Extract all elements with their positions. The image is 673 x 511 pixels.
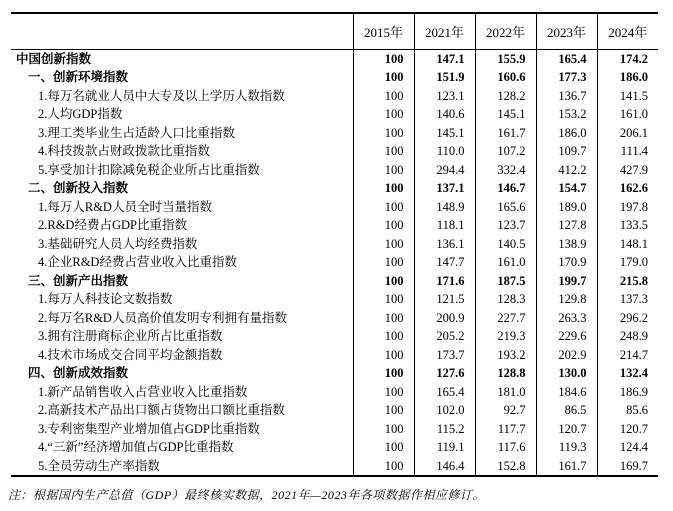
row-value: 193.2 bbox=[475, 346, 536, 365]
row-value: 100 bbox=[353, 235, 414, 254]
row-value: 174.2 bbox=[597, 49, 658, 68]
row-value: 117.6 bbox=[475, 438, 536, 457]
row-label: 5.全员劳动生产率指数 bbox=[38, 458, 160, 473]
row-value: 130.0 bbox=[536, 364, 597, 383]
table-row bbox=[11, 105, 658, 124]
table-row bbox=[11, 401, 658, 420]
row-value: 427.9 bbox=[597, 161, 658, 180]
row-value: 100 bbox=[353, 68, 414, 87]
row-value: 153.2 bbox=[536, 105, 597, 124]
row-value: 296.2 bbox=[597, 309, 658, 328]
row-value: 100 bbox=[353, 327, 414, 346]
row-label: 2.高新技术产品出口额占货物出口额比重指数 bbox=[38, 403, 285, 417]
row-value: 137.3 bbox=[597, 290, 658, 309]
table-row bbox=[11, 346, 658, 365]
row-value: 136.1 bbox=[414, 235, 475, 254]
row-value: 123.1 bbox=[414, 87, 475, 106]
row-value: 186.0 bbox=[536, 124, 597, 143]
table-row bbox=[11, 179, 658, 198]
column-header-2015: 2015年 bbox=[353, 13, 414, 49]
row-value: 100 bbox=[353, 272, 414, 291]
row-value: 171.6 bbox=[414, 272, 475, 291]
row-value: 138.9 bbox=[536, 235, 597, 254]
table-row bbox=[11, 124, 658, 143]
row-value: 137.1 bbox=[414, 179, 475, 198]
row-value: 148.1 bbox=[597, 235, 658, 254]
row-value: 229.6 bbox=[536, 327, 597, 346]
row-value: 100 bbox=[353, 124, 414, 143]
row-value: 161.0 bbox=[475, 253, 536, 272]
row-value: 141.5 bbox=[597, 87, 658, 106]
row-value: 206.1 bbox=[597, 124, 658, 143]
footnote: 注：根据国内生产总值（GDP）最终核实数据，2021年—2023年各项数据作相应修订。 bbox=[8, 488, 485, 502]
table-row bbox=[11, 216, 658, 235]
row-value: 162.6 bbox=[597, 179, 658, 198]
row-value: 121.5 bbox=[414, 290, 475, 309]
row-value: 120.7 bbox=[536, 420, 597, 439]
row-value: 100 bbox=[353, 105, 414, 124]
row-value: 128.8 bbox=[475, 364, 536, 383]
row-value: 120.7 bbox=[597, 420, 658, 439]
row-value: 128.2 bbox=[475, 87, 536, 106]
row-value: 189.0 bbox=[536, 198, 597, 217]
row-value: 100 bbox=[353, 364, 414, 383]
row-value: 154.7 bbox=[536, 179, 597, 198]
row-value: 152.8 bbox=[475, 457, 536, 477]
row-label: 4.技术市场成交合同平均金额指数 bbox=[38, 347, 223, 362]
row-value: 102.0 bbox=[414, 401, 475, 420]
row-label: 3.理工类毕业生占适龄人口比重指数 bbox=[38, 125, 235, 140]
row-value: 146.4 bbox=[414, 457, 475, 477]
row-value: 136.7 bbox=[536, 87, 597, 106]
row-value: 100 bbox=[353, 253, 414, 272]
row-value: 92.7 bbox=[475, 401, 536, 420]
row-value: 199.7 bbox=[536, 272, 597, 291]
column-header-2022: 2022年 bbox=[475, 13, 536, 49]
row-value: 100 bbox=[353, 290, 414, 309]
row-label: 3.基础研究人员人均经费指数 bbox=[38, 236, 198, 251]
row-value: 186.0 bbox=[597, 68, 658, 87]
row-value: 100 bbox=[353, 346, 414, 365]
table-row bbox=[11, 383, 658, 402]
row-value: 155.9 bbox=[475, 49, 536, 68]
row-value: 132.4 bbox=[597, 364, 658, 383]
row-value: 205.2 bbox=[414, 327, 475, 346]
row-value: 127.6 bbox=[414, 364, 475, 383]
row-label: 2.R&D经费占GDP比重指数 bbox=[38, 218, 187, 232]
table-row bbox=[11, 253, 658, 272]
row-label: 3.拥有注册商标企业所占比重指数 bbox=[38, 329, 223, 343]
row-value: 140.5 bbox=[475, 235, 536, 254]
table-row bbox=[11, 161, 658, 180]
row-value: 100 bbox=[353, 161, 414, 180]
row-value: 100 bbox=[353, 383, 414, 402]
row-value: 100 bbox=[353, 401, 414, 420]
row-label: 2.每万名R&D人员高价值发明专利拥有量指数 bbox=[38, 310, 287, 325]
row-value: 109.7 bbox=[536, 142, 597, 161]
row-value: 294.4 bbox=[414, 161, 475, 180]
table-row bbox=[11, 198, 658, 217]
row-value: 248.9 bbox=[597, 327, 658, 346]
row-value: 165.4 bbox=[536, 49, 597, 68]
row-value: 146.7 bbox=[475, 179, 536, 198]
table-row bbox=[11, 235, 658, 254]
row-value: 147.1 bbox=[414, 49, 475, 68]
row-value: 215.8 bbox=[597, 272, 658, 291]
row-value: 110.0 bbox=[414, 142, 475, 161]
row-label: 4.企业R&D经费占营业收入比重指数 bbox=[38, 255, 237, 269]
table-row bbox=[11, 272, 658, 291]
row-value: 100 bbox=[353, 457, 414, 477]
row-value: 85.6 bbox=[597, 401, 658, 420]
row-value: 184.6 bbox=[536, 383, 597, 402]
row-value: 133.5 bbox=[597, 216, 658, 235]
row-value: 161.7 bbox=[475, 124, 536, 143]
row-value: 145.1 bbox=[414, 124, 475, 143]
row-value: 117.7 bbox=[475, 420, 536, 439]
row-label: 1.每万人R&D人员全时当量指数 bbox=[38, 199, 212, 214]
row-value: 227.7 bbox=[475, 309, 536, 328]
row-label: 一、创新环境指数 bbox=[28, 70, 129, 84]
row-value: 147.7 bbox=[414, 253, 475, 272]
row-value: 100 bbox=[353, 216, 414, 235]
row-value: 161.7 bbox=[536, 457, 597, 477]
row-value: 200.9 bbox=[414, 309, 475, 328]
row-label: 四、创新成效指数 bbox=[28, 366, 129, 380]
row-label: 5.享受加计扣除减免税企业所占比重指数 bbox=[38, 162, 260, 177]
row-value: 179.0 bbox=[597, 253, 658, 272]
row-value: 177.3 bbox=[536, 68, 597, 87]
row-value: 214.7 bbox=[597, 346, 658, 365]
row-value: 115.2 bbox=[414, 420, 475, 439]
row-value: 170.9 bbox=[536, 253, 597, 272]
row-value: 119.3 bbox=[536, 438, 597, 457]
header-empty-cell bbox=[11, 13, 353, 49]
row-value: 100 bbox=[353, 309, 414, 328]
row-value: 148.9 bbox=[414, 198, 475, 217]
row-value: 100 bbox=[353, 49, 414, 68]
row-value: 151.9 bbox=[414, 68, 475, 87]
row-value: 165.4 bbox=[414, 383, 475, 402]
table-row bbox=[11, 327, 658, 346]
row-value: 332.4 bbox=[475, 161, 536, 180]
row-value: 107.2 bbox=[475, 142, 536, 161]
header-row bbox=[11, 13, 658, 49]
row-label: 三、创新产出指数 bbox=[28, 273, 129, 288]
table-row bbox=[11, 309, 658, 328]
table-row bbox=[11, 68, 658, 87]
table-body bbox=[11, 49, 658, 476]
row-value: 263.3 bbox=[536, 309, 597, 328]
row-value: 124.4 bbox=[597, 438, 658, 457]
row-value: 111.4 bbox=[597, 142, 658, 161]
table-row bbox=[11, 438, 658, 457]
row-value: 165.6 bbox=[475, 198, 536, 217]
row-value: 129.8 bbox=[536, 290, 597, 309]
row-value: 145.1 bbox=[475, 105, 536, 124]
row-value: 169.7 bbox=[597, 457, 658, 477]
row-label: 3.专利密集型产业增加值占GDP比重指数 bbox=[38, 421, 260, 436]
row-value: 100 bbox=[353, 142, 414, 161]
row-label: 中国创新指数 bbox=[16, 51, 92, 66]
row-value: 118.1 bbox=[414, 216, 475, 235]
row-label: 1.每万人科技论文数指数 bbox=[38, 292, 173, 306]
table-row bbox=[11, 457, 658, 477]
row-value: 186.9 bbox=[597, 383, 658, 402]
row-value: 100 bbox=[353, 179, 414, 198]
row-label: 二、创新投入指数 bbox=[28, 181, 129, 195]
row-label: 1.每万名就业人员中大专及以上学历人数指数 bbox=[38, 88, 285, 103]
table-row bbox=[11, 420, 658, 439]
row-value: 123.7 bbox=[475, 216, 536, 235]
row-value: 100 bbox=[353, 198, 414, 217]
row-value: 219.3 bbox=[475, 327, 536, 346]
row-label: 2.人均GDP指数 bbox=[38, 107, 123, 121]
column-header-2024: 2024年 bbox=[597, 13, 658, 49]
row-value: 160.6 bbox=[475, 68, 536, 87]
column-header-2023: 2023年 bbox=[536, 13, 597, 49]
row-value: 140.6 bbox=[414, 105, 475, 124]
table-row bbox=[11, 364, 658, 383]
row-value: 187.5 bbox=[475, 272, 536, 291]
row-value: 119.1 bbox=[414, 438, 475, 457]
row-value: 161.0 bbox=[597, 105, 658, 124]
row-value: 100 bbox=[353, 438, 414, 457]
row-value: 412.2 bbox=[536, 161, 597, 180]
row-value: 127.8 bbox=[536, 216, 597, 235]
row-label: 4.“三新”经济增加值占GDP比重指数 bbox=[38, 440, 234, 454]
row-value: 181.0 bbox=[475, 383, 536, 402]
table-row bbox=[11, 290, 658, 309]
table-row bbox=[11, 49, 658, 68]
row-value: 173.7 bbox=[414, 346, 475, 365]
row-label: 1.新产品销售收入占营业收入比重指数 bbox=[38, 384, 248, 399]
row-value: 202.9 bbox=[536, 346, 597, 365]
china-innovation-index-table bbox=[11, 12, 658, 477]
row-value: 197.8 bbox=[597, 198, 658, 217]
table-row bbox=[11, 142, 658, 161]
row-value: 100 bbox=[353, 420, 414, 439]
row-label: 4.科技拨款占财政拨款比重指数 bbox=[38, 144, 210, 158]
row-value: 128.3 bbox=[475, 290, 536, 309]
column-header-2021: 2021年 bbox=[414, 13, 475, 49]
table-row bbox=[11, 87, 658, 106]
row-value: 86.5 bbox=[536, 401, 597, 420]
row-value: 100 bbox=[353, 87, 414, 106]
